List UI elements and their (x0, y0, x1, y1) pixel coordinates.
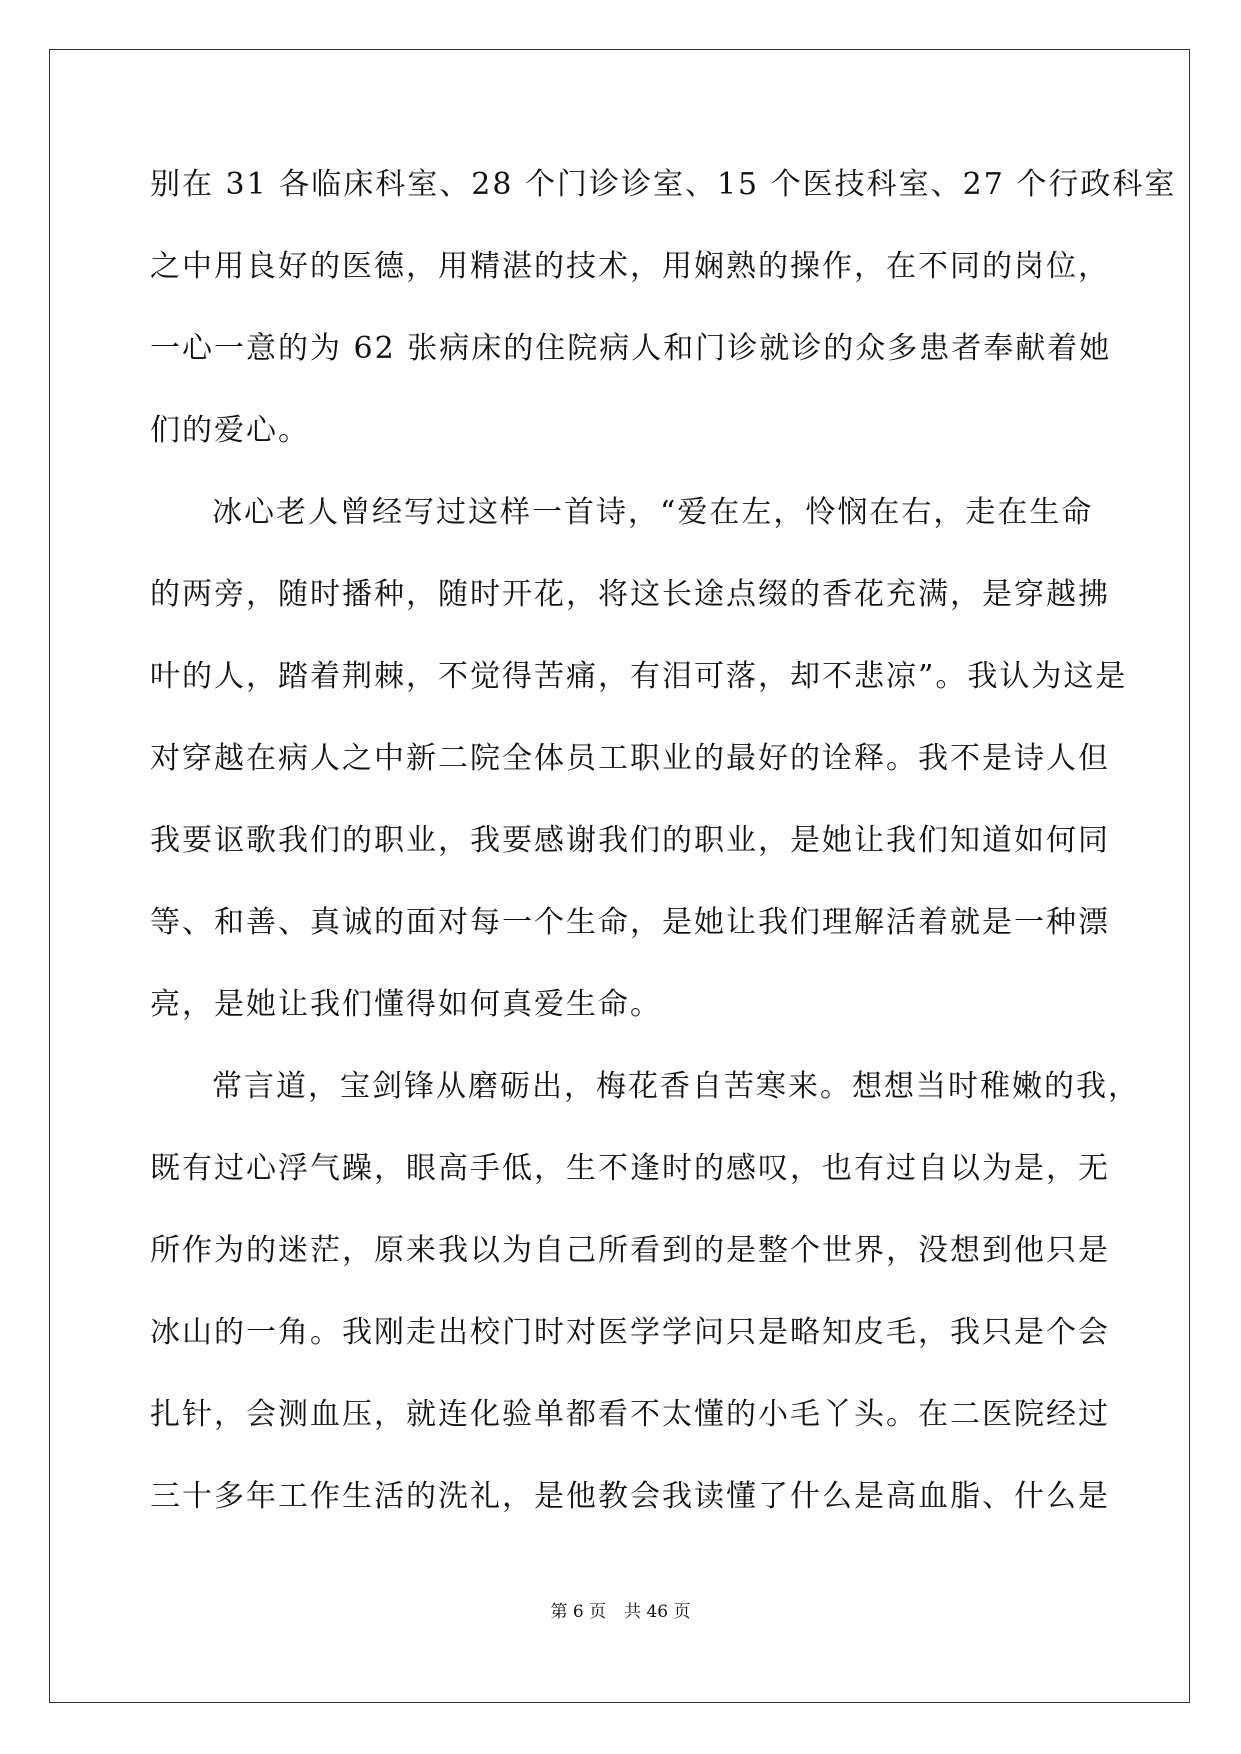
text-line: 叶的人，踏着荆棘，不觉得苦痛，有泪可落，却不悲凉”。我认为这是 (150, 659, 1128, 694)
text-line: 对穿越在病人之中新二院全体员工职业的最好的诠释。我不是诗人但 (150, 741, 1110, 776)
document-body (150, 167, 1177, 1564)
text-line: 之中用良好的医德，用精湛的技术，用娴熟的操作，在不同的岗位， (150, 249, 1110, 284)
text-line: 冰心老人曾经写过这样一首诗，“爱在左，怜悯在右，走在生命 (212, 495, 1094, 530)
page-footer (0, 1597, 1241, 1622)
text-line: 别在 31 各临床科室、28 个门诊诊室、15 个医技科室、27 个行政科室 (150, 167, 1177, 202)
text-line: 既有过心浮气躁，眼高手低，生不逢时的感叹，也有过自以为是，无 (150, 1151, 1110, 1186)
text-line: 所作为的迷茫，原来我以为自己所看到的是整个世界，没想到他只是 (150, 1233, 1110, 1268)
text-line: 三十多年工作生活的洗礼，是他教会我读懂了什么是高血脂、什么是 (150, 1479, 1110, 1514)
text-line: 我要讴歌我们的职业，我要感谢我们的职业，是她让我们知道如何同 (150, 823, 1110, 858)
text-line: 一心一意的为 62 张病床的住院病人和门诊就诊的众多患者奉献着她 (150, 331, 1112, 366)
text-line: 扎针，会测血压，就连化验单都看不太懂的小毛丫头。在二医院经过 (150, 1397, 1110, 1432)
text-line: 们的爱心。 (150, 413, 310, 448)
page-number: 第 6 页 (550, 1602, 607, 1622)
text-line: 冰山的一角。我刚走出校门时对医学学问只是略知皮毛，我只是个会 (150, 1315, 1110, 1350)
text-line: 等、和善、真诚的面对每一个生命，是她让我们理解活着就是一种漂 (150, 905, 1110, 940)
text-line: 亮，是她让我们懂得如何真爱生命。 (150, 987, 662, 1022)
text-line: 常言道，宝剑锋从磨砺出，梅花香自苦寒来。想想当时稚嫩的我， (212, 1069, 1140, 1104)
text-line: 的两旁，随时播种，随时开花，将这长途点缀的香花充满，是穿越拂 (150, 577, 1110, 612)
page-total: 共 46 页 (624, 1602, 691, 1622)
